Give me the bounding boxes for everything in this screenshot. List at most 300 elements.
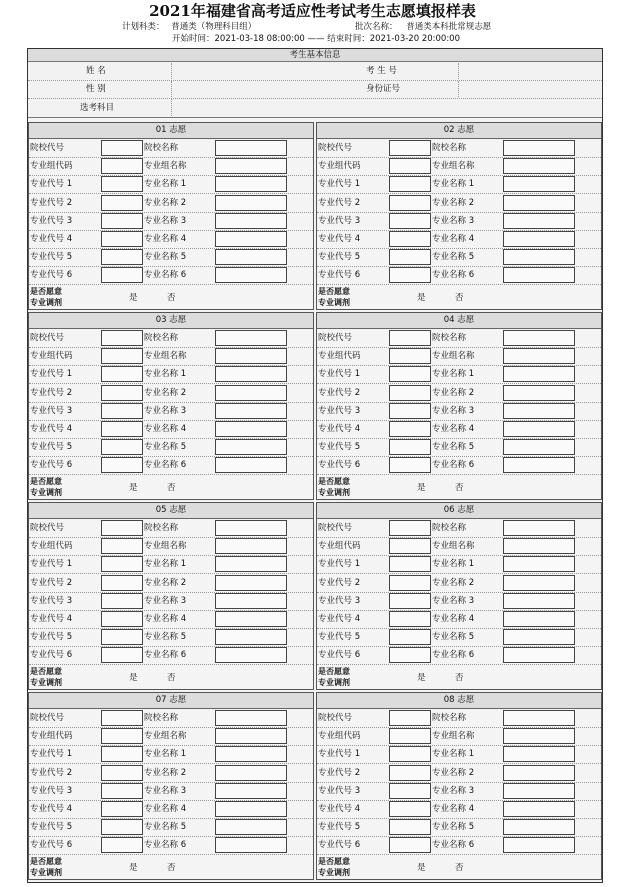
code-label: 专业代号 4: [318, 804, 361, 814]
code-input[interactable]: [389, 556, 431, 572]
subjects-field[interactable]: [171, 99, 602, 116]
code-input[interactable]: [101, 593, 143, 609]
name-input[interactable]: [503, 538, 575, 554]
wish-row: [29, 537, 313, 556]
wish-row: [317, 212, 601, 231]
code-input[interactable]: [101, 403, 143, 419]
name-input[interactable]: [215, 267, 287, 283]
adjust-yes-option[interactable]: 是: [129, 673, 138, 683]
name-label: 专业名称 5: [144, 822, 187, 833]
code-label: 专业代号 3: [318, 785, 361, 796]
code-input[interactable]: [101, 158, 143, 174]
adjust-label-line1: 是否愿意: [30, 477, 62, 486]
wish-row: [317, 592, 601, 611]
name-input[interactable]: [215, 801, 287, 817]
name-label: 专业名称 1: [432, 179, 475, 190]
code-label: 专业代号 5: [30, 822, 73, 833]
code-input[interactable]: [389, 348, 431, 364]
code-label: 专业代号 6: [318, 650, 361, 661]
code-input[interactable]: [389, 140, 431, 156]
name-label: 专业组名称: [144, 731, 187, 742]
name-input[interactable]: [503, 231, 575, 247]
name-label: 院校名称: [432, 333, 467, 343]
name-input[interactable]: [503, 765, 575, 781]
wish-row: [29, 347, 313, 366]
code-input[interactable]: [389, 593, 431, 609]
code-input[interactable]: [389, 520, 431, 536]
name-label: 专业名称 2: [432, 767, 475, 778]
code-input[interactable]: [389, 611, 431, 627]
adjust-yes-option[interactable]: 是: [417, 483, 426, 493]
name-input[interactable]: [503, 728, 575, 744]
adjust-row: [29, 665, 313, 689]
code-input[interactable]: [389, 267, 431, 283]
name-label: 专业名称 5: [432, 252, 475, 263]
name-label: 专业名称 6: [144, 650, 187, 661]
adjust-no-option[interactable]: 否: [167, 483, 176, 493]
code-input[interactable]: [389, 710, 431, 726]
code-input[interactable]: [389, 801, 431, 817]
adjust-no-option[interactable]: 否: [167, 673, 176, 683]
code-input[interactable]: [101, 746, 143, 762]
plan-type: [122, 22, 256, 33]
code-input[interactable]: [101, 520, 143, 536]
code-input[interactable]: [389, 403, 431, 419]
end-label: 结束时间：: [327, 34, 370, 44]
code-label: 专业组代码: [30, 541, 73, 552]
wish-block: [316, 312, 602, 500]
wish-block: [28, 502, 314, 690]
code-input[interactable]: [101, 710, 143, 726]
adjust-yes-option[interactable]: 是: [129, 483, 138, 493]
code-label: 专业代号 6: [318, 270, 361, 281]
name-input[interactable]: [503, 249, 575, 265]
adjust-label-line1: 是否愿意: [30, 667, 62, 676]
name-label: 专业名称 6: [432, 460, 475, 471]
adjust-label: [30, 476, 62, 498]
code-label: 专业代号 1: [30, 179, 73, 190]
code-label: 专业代号 3: [30, 215, 73, 226]
code-label: 院校代号: [318, 333, 353, 343]
name-input[interactable]: [503, 593, 575, 609]
name-input[interactable]: [503, 421, 575, 437]
code-label: 院校代号: [318, 143, 353, 153]
adjust-no-option[interactable]: 否: [455, 293, 464, 303]
code-label: 专业组代码: [318, 161, 361, 172]
adjust-yes-option[interactable]: 是: [129, 863, 138, 873]
wish-row: [29, 628, 313, 647]
code-input[interactable]: [389, 575, 431, 591]
code-input[interactable]: [389, 249, 431, 265]
name-label: 专业名称 3: [144, 405, 187, 416]
code-input[interactable]: [101, 421, 143, 437]
name-label: 专业名称 3: [432, 785, 475, 796]
time-range: [172, 34, 460, 45]
code-input[interactable]: [101, 140, 143, 156]
name-label: 专业名称 5: [144, 632, 187, 643]
code-input[interactable]: [389, 195, 431, 211]
wish-row: [317, 420, 601, 439]
adjust-label: [318, 666, 350, 688]
name-input[interactable]: [503, 330, 575, 346]
wish-row: [29, 782, 313, 801]
code-label: 专业代号 1: [318, 559, 361, 570]
name-input[interactable]: [503, 140, 575, 156]
code-label: 院校代号: [30, 143, 65, 153]
code-input[interactable]: [389, 783, 431, 799]
code-input[interactable]: [389, 158, 431, 174]
name-label: 专业组名称: [432, 541, 475, 552]
name-input[interactable]: [215, 403, 287, 419]
name-input[interactable]: [503, 629, 575, 645]
code-label: 院校代号: [30, 333, 65, 343]
name-input[interactable]: [215, 348, 287, 364]
name-input[interactable]: [215, 158, 287, 174]
code-label: 专业代号 1: [318, 369, 361, 380]
code-label: 专业代号 2: [30, 767, 73, 778]
name-input[interactable]: [503, 783, 575, 799]
code-label: 专业代号 6: [318, 460, 361, 471]
code-input[interactable]: [101, 348, 143, 364]
code-input[interactable]: [101, 611, 143, 627]
code-label: 专业组代码: [30, 731, 73, 742]
name-field[interactable]: [171, 63, 271, 79]
name-input[interactable]: [215, 195, 287, 211]
adjust-no-option[interactable]: 否: [167, 293, 176, 303]
name-label: 专业名称 3: [432, 215, 475, 226]
wish-row: [317, 745, 601, 764]
code-input[interactable]: [101, 267, 143, 283]
adjust-row: [29, 475, 313, 499]
code-input[interactable]: [389, 728, 431, 744]
name-label: 专业名称 6: [144, 840, 187, 851]
name-input[interactable]: [503, 819, 575, 835]
plan-type-value: 普通类（物理科目组）: [171, 22, 257, 32]
code-input[interactable]: [101, 728, 143, 744]
name-input[interactable]: [503, 213, 575, 229]
basic-row-3: [28, 99, 602, 118]
name-label: 院校名称: [432, 523, 467, 533]
code-label: 专业代号 6: [318, 840, 361, 851]
name-input[interactable]: [503, 556, 575, 572]
name-label: 专业名称 4: [144, 234, 187, 244]
wish-row: [317, 574, 601, 593]
adjust-label: [30, 286, 62, 308]
name-input[interactable]: [215, 710, 287, 726]
wish-row: [29, 438, 313, 457]
code-input[interactable]: [101, 366, 143, 382]
name-label: 专业名称 4: [144, 804, 187, 814]
name-label: 院校名称: [144, 523, 179, 533]
name-input[interactable]: [215, 783, 287, 799]
name-input[interactable]: [215, 330, 287, 346]
wish-block: [316, 122, 602, 310]
name-label: 专业名称 3: [432, 405, 475, 416]
name-input[interactable]: [215, 249, 287, 265]
code-input[interactable]: [101, 783, 143, 799]
name-input[interactable]: [503, 176, 575, 192]
adjust-label: [318, 476, 350, 498]
name-label: 院校名称: [432, 143, 467, 153]
code-input[interactable]: [389, 421, 431, 437]
name-label: 专业名称 3: [144, 595, 187, 606]
code-input[interactable]: [101, 176, 143, 192]
code-input[interactable]: [101, 575, 143, 591]
code-label: 专业组代码: [318, 541, 361, 552]
code-input[interactable]: [101, 457, 143, 473]
code-input[interactable]: [389, 647, 431, 663]
code-input[interactable]: [389, 385, 431, 401]
wish-row: [317, 402, 601, 421]
name-label: 专业名称 2: [144, 387, 187, 398]
code-input[interactable]: [101, 801, 143, 817]
wish-row: [317, 764, 601, 783]
wish-row: [317, 347, 601, 366]
adjust-label-line2: 专业调剂: [30, 488, 62, 497]
code-input[interactable]: [389, 819, 431, 835]
basic-info-header: 考生基本信息: [28, 49, 602, 62]
adjust-label-line2: 专业调剂: [30, 678, 62, 687]
name-input[interactable]: [503, 403, 575, 419]
name-input[interactable]: [215, 556, 287, 572]
code-label: 专业组代码: [30, 351, 73, 362]
adjust-label-line1: 是否愿意: [318, 477, 350, 486]
batch-label: 批次名称：: [355, 22, 398, 32]
adjust-label-line1: 是否愿意: [318, 287, 350, 296]
code-input[interactable]: [101, 330, 143, 346]
code-label: 专业组代码: [318, 351, 361, 362]
code-label: 专业代号 5: [30, 632, 73, 643]
wish-row: [317, 175, 601, 194]
name-label: 专业名称 6: [432, 840, 475, 851]
adjust-row: [317, 475, 601, 499]
gender-field[interactable]: [171, 81, 271, 97]
code-input[interactable]: [389, 629, 431, 645]
wish-row: [317, 157, 601, 176]
code-input[interactable]: [389, 330, 431, 346]
name-input[interactable]: [215, 457, 287, 473]
wish-header: 04 志愿: [317, 313, 601, 329]
adjust-no-option[interactable]: 否: [455, 673, 464, 683]
start-label: 开始时间：: [172, 34, 215, 44]
code-label: 专业代号 1: [30, 369, 73, 380]
adjust-no-option[interactable]: 否: [167, 863, 176, 873]
code-label: 专业代号 2: [30, 387, 73, 398]
name-label: 专业名称 1: [144, 559, 187, 570]
code-label: 专业代号 5: [318, 822, 361, 833]
code-label: 专业组代码: [30, 161, 73, 172]
wish-row: [317, 456, 601, 475]
code-input[interactable]: [389, 538, 431, 554]
name-input[interactable]: [503, 837, 575, 853]
code-label: 专业代号 2: [318, 197, 361, 208]
name-input[interactable]: [215, 176, 287, 192]
adjust-row: [317, 285, 601, 309]
name-label: 专业名称 2: [144, 767, 187, 778]
wish-row: [29, 836, 313, 855]
name-input[interactable]: [215, 385, 287, 401]
name-input[interactable]: [215, 728, 287, 744]
name-label: 专业组名称: [432, 351, 475, 362]
wish-row: [317, 836, 601, 855]
wish-row: [317, 537, 601, 556]
gender-label: 性 别: [86, 84, 106, 94]
code-label: 专业代号 4: [318, 424, 361, 434]
code-label: 专业代号 4: [30, 804, 73, 814]
name-label: 院校名称: [144, 713, 179, 723]
adjust-label-line2: 专业调剂: [318, 678, 350, 687]
code-input[interactable]: [101, 249, 143, 265]
name-input[interactable]: [215, 746, 287, 762]
adjust-row: [29, 285, 313, 309]
name-label: 专业名称 1: [432, 559, 475, 570]
wish-header: 08 志愿: [317, 693, 601, 709]
code-input[interactable]: [101, 765, 143, 781]
form-body: [27, 48, 603, 883]
code-label: 专业代号 2: [30, 577, 73, 588]
name-label: 专业名称 4: [144, 614, 187, 624]
wish-row: [317, 519, 601, 538]
start-value: 2021-03-18 08:00:00: [214, 34, 305, 44]
code-input[interactable]: [389, 837, 431, 853]
name-input[interactable]: [215, 575, 287, 591]
code-input[interactable]: [101, 213, 143, 229]
name-input[interactable]: [215, 837, 287, 853]
name-input[interactable]: [503, 647, 575, 663]
adjust-label: [30, 856, 62, 878]
name-label: 专业名称 2: [432, 387, 475, 398]
adjust-no-option[interactable]: 否: [455, 483, 464, 493]
adjust-yes-option[interactable]: 是: [417, 673, 426, 683]
wish-row: [317, 628, 601, 647]
name-label: 专业名称 1: [144, 179, 187, 190]
name-label: 专业名称 1: [432, 749, 475, 760]
name-label: 专业名称 1: [144, 369, 187, 380]
code-input[interactable]: [389, 746, 431, 762]
name-input[interactable]: [503, 575, 575, 591]
code-label: 专业代号 5: [30, 252, 73, 263]
code-input[interactable]: [101, 439, 143, 455]
name-input[interactable]: [215, 765, 287, 781]
id-field[interactable]: [458, 81, 602, 97]
name-input[interactable]: [503, 195, 575, 211]
code-label: 专业代号 2: [318, 387, 361, 398]
code-input[interactable]: [101, 385, 143, 401]
code-input[interactable]: [389, 439, 431, 455]
name-input[interactable]: [215, 231, 287, 247]
exam-no-field[interactable]: [458, 63, 602, 79]
code-label: 专业代号 5: [318, 442, 361, 453]
adjust-label-line1: 是否愿意: [30, 287, 62, 296]
code-label: 专业代号 2: [30, 197, 73, 208]
name-input[interactable]: [215, 213, 287, 229]
name-input[interactable]: [503, 267, 575, 283]
name-label: 专业名称 2: [144, 577, 187, 588]
name-input[interactable]: [503, 801, 575, 817]
name-input[interactable]: [503, 385, 575, 401]
wish-block: [28, 692, 314, 880]
name-input[interactable]: [215, 140, 287, 156]
code-input[interactable]: [101, 837, 143, 853]
wish-row: [29, 800, 313, 819]
adjust-label: [318, 286, 350, 308]
code-label: 院校代号: [30, 713, 65, 723]
batch-name: [355, 22, 491, 33]
name-input[interactable]: [215, 593, 287, 609]
code-input[interactable]: [389, 457, 431, 473]
adjust-label-line2: 专业调剂: [318, 298, 350, 307]
adjust-no-option[interactable]: 否: [455, 863, 464, 873]
name-input[interactable]: [503, 710, 575, 726]
name-input[interactable]: [503, 457, 575, 473]
adjust-label: [30, 666, 62, 688]
wish-row: [317, 384, 601, 403]
adjust-label: [318, 856, 350, 878]
code-input[interactable]: [101, 556, 143, 572]
name-input[interactable]: [215, 439, 287, 455]
name-input[interactable]: [215, 520, 287, 536]
end-value: 2021-03-20 20:00:00: [369, 34, 460, 44]
name-input[interactable]: [215, 629, 287, 645]
name-input[interactable]: [215, 421, 287, 437]
adjust-yes-option[interactable]: 是: [129, 293, 138, 303]
code-input[interactable]: [389, 765, 431, 781]
code-input[interactable]: [101, 195, 143, 211]
code-input[interactable]: [101, 538, 143, 554]
name-input[interactable]: [503, 366, 575, 382]
name-input[interactable]: [503, 439, 575, 455]
adjust-yes-option[interactable]: 是: [417, 293, 426, 303]
code-input[interactable]: [389, 231, 431, 247]
code-input[interactable]: [101, 647, 143, 663]
name-label: 专业名称 2: [144, 197, 187, 208]
wish-row: [29, 727, 313, 746]
code-input[interactable]: [101, 629, 143, 645]
wish-row: [29, 555, 313, 574]
wish-block: [316, 692, 602, 880]
wish-row: [29, 194, 313, 213]
code-input[interactable]: [101, 231, 143, 247]
adjust-yes-option[interactable]: 是: [417, 863, 426, 873]
wish-block: [28, 312, 314, 500]
name-input[interactable]: [215, 366, 287, 382]
wish-row: [317, 266, 601, 285]
code-input[interactable]: [389, 176, 431, 192]
wish-row: [317, 194, 601, 213]
name-input[interactable]: [215, 538, 287, 554]
name-label: 专业名称 1: [144, 749, 187, 760]
batch-value: 普通类本科批常规志愿: [406, 22, 492, 32]
code-input[interactable]: [389, 366, 431, 382]
code-input[interactable]: [389, 213, 431, 229]
wish-row: [317, 610, 601, 629]
wish-row: [317, 230, 601, 249]
code-input[interactable]: [101, 819, 143, 835]
code-label: 专业代号 6: [30, 840, 73, 851]
name-input[interactable]: [503, 348, 575, 364]
wish-header: 02 志愿: [317, 123, 601, 139]
code-label: 专业代号 4: [30, 424, 73, 434]
name-input[interactable]: [503, 611, 575, 627]
name-input[interactable]: [215, 647, 287, 663]
code-label: 专业代号 3: [30, 595, 73, 606]
name-input[interactable]: [503, 746, 575, 762]
name-label: 专业名称 5: [432, 632, 475, 643]
name-input[interactable]: [215, 611, 287, 627]
name-input[interactable]: [215, 819, 287, 835]
name-input[interactable]: [503, 158, 575, 174]
name-input[interactable]: [503, 520, 575, 536]
